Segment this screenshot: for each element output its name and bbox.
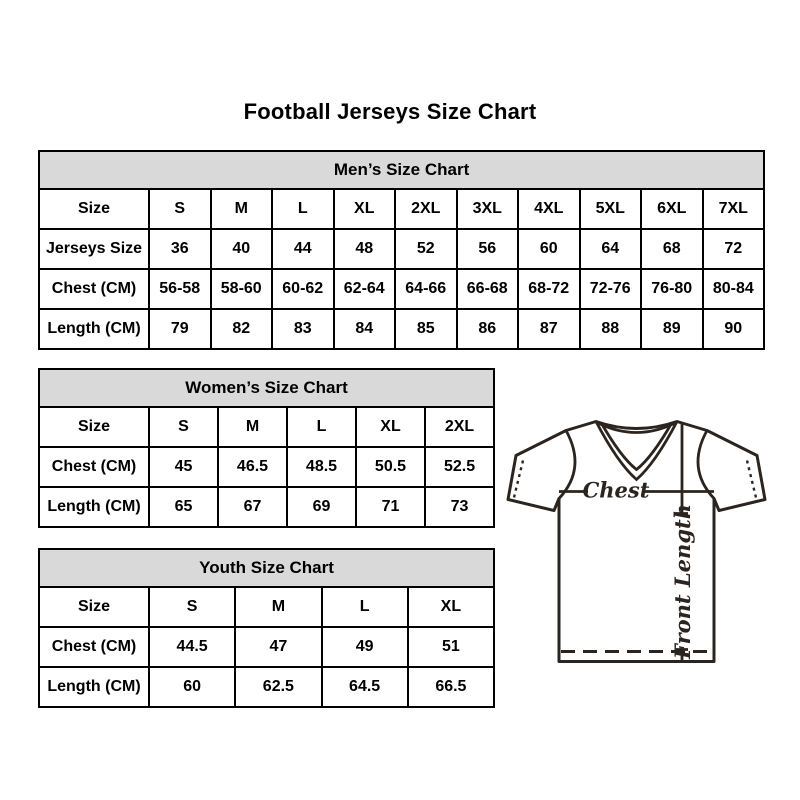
size-cell: XL — [408, 587, 494, 627]
row-header: Chest (CM) — [39, 269, 149, 309]
size-cell: 46.5 — [218, 447, 287, 487]
size-cell: 79 — [149, 309, 211, 349]
row-header: Chest (CM) — [39, 447, 149, 487]
size-cell: 5XL — [580, 189, 642, 229]
size-cell: 83 — [272, 309, 334, 349]
jersey-outline-shape — [508, 422, 765, 662]
size-cell: S — [149, 587, 235, 627]
size-cell: 3XL — [457, 189, 519, 229]
size-cell: 85 — [395, 309, 457, 349]
size-cell: 89 — [641, 309, 703, 349]
jersey-diagram — [504, 412, 768, 667]
size-cell: XL — [334, 189, 396, 229]
size-cell: 44.5 — [149, 627, 235, 667]
size-cell: 56-58 — [149, 269, 211, 309]
size-cell: L — [272, 189, 334, 229]
size-cell: 40 — [211, 229, 273, 269]
size-cell: 36 — [149, 229, 211, 269]
size-cell: 2XL — [425, 407, 494, 447]
size-cell: 72-76 — [580, 269, 642, 309]
size-cell: 60 — [518, 229, 580, 269]
size-cell: 48.5 — [287, 447, 356, 487]
size-cell: 62.5 — [235, 667, 321, 707]
row-header: Chest (CM) — [39, 627, 149, 667]
row-header: Size — [39, 407, 149, 447]
mens-table-title: Men’s Size Chart — [39, 151, 764, 189]
size-cell: S — [149, 189, 211, 229]
size-cell: 56 — [457, 229, 519, 269]
chest-label: Chest — [582, 477, 650, 503]
size-cell: 7XL — [703, 189, 765, 229]
size-cell: S — [149, 407, 218, 447]
size-cell: 2XL — [395, 189, 457, 229]
size-cell: 6XL — [641, 189, 703, 229]
youth-size-table — [38, 548, 495, 708]
size-cell: 58-60 — [211, 269, 273, 309]
size-cell: 82 — [211, 309, 273, 349]
size-cell: 48 — [334, 229, 396, 269]
size-cell: 51 — [408, 627, 494, 667]
size-cell: 76-80 — [641, 269, 703, 309]
row-header: Size — [39, 587, 149, 627]
size-cell: 67 — [218, 487, 287, 527]
size-cell: XL — [356, 407, 425, 447]
size-cell: 66.5 — [408, 667, 494, 707]
row-header: Length (CM) — [39, 667, 149, 707]
size-cell: 80-84 — [703, 269, 765, 309]
row-header: Length (CM) — [39, 309, 149, 349]
size-cell: 50.5 — [356, 447, 425, 487]
size-cell: 66-68 — [457, 269, 519, 309]
size-cell: 4XL — [518, 189, 580, 229]
size-cell: 73 — [425, 487, 494, 527]
front-length-label: Front Length — [670, 504, 695, 659]
size-cell: 72 — [703, 229, 765, 269]
womens-size-table — [38, 368, 495, 528]
size-cell: 86 — [457, 309, 519, 349]
size-cell: 52 — [395, 229, 457, 269]
size-cell: 69 — [287, 487, 356, 527]
row-header: Length (CM) — [39, 487, 149, 527]
size-cell: 44 — [272, 229, 334, 269]
youth-table-title: Youth Size Chart — [39, 549, 494, 587]
size-cell: 60 — [149, 667, 235, 707]
size-cell: 88 — [580, 309, 642, 349]
size-cell: 64 — [580, 229, 642, 269]
size-cell: M — [235, 587, 321, 627]
mens-size-table — [38, 150, 765, 350]
row-header: Size — [39, 189, 149, 229]
size-cell: 71 — [356, 487, 425, 527]
size-cell: 87 — [518, 309, 580, 349]
size-cell: 52.5 — [425, 447, 494, 487]
size-cell: L — [287, 407, 356, 447]
size-cell: M — [211, 189, 273, 229]
size-cell: 65 — [149, 487, 218, 527]
size-cell: 84 — [334, 309, 396, 349]
size-cell: 45 — [149, 447, 218, 487]
size-cell: 68-72 — [518, 269, 580, 309]
size-cell: 64-66 — [395, 269, 457, 309]
size-cell: 90 — [703, 309, 765, 349]
size-cell: L — [322, 587, 408, 627]
size-cell: 68 — [641, 229, 703, 269]
size-cell: 64.5 — [322, 667, 408, 707]
size-cell: 49 — [322, 627, 408, 667]
size-cell: 47 — [235, 627, 321, 667]
row-header: Jerseys Size — [39, 229, 149, 269]
size-cell: 60-62 — [272, 269, 334, 309]
size-cell: 62-64 — [334, 269, 396, 309]
page-title: Football Jerseys Size Chart — [243, 99, 537, 124]
size-cell: M — [218, 407, 287, 447]
womens-table-title: Women’s Size Chart — [39, 369, 494, 407]
